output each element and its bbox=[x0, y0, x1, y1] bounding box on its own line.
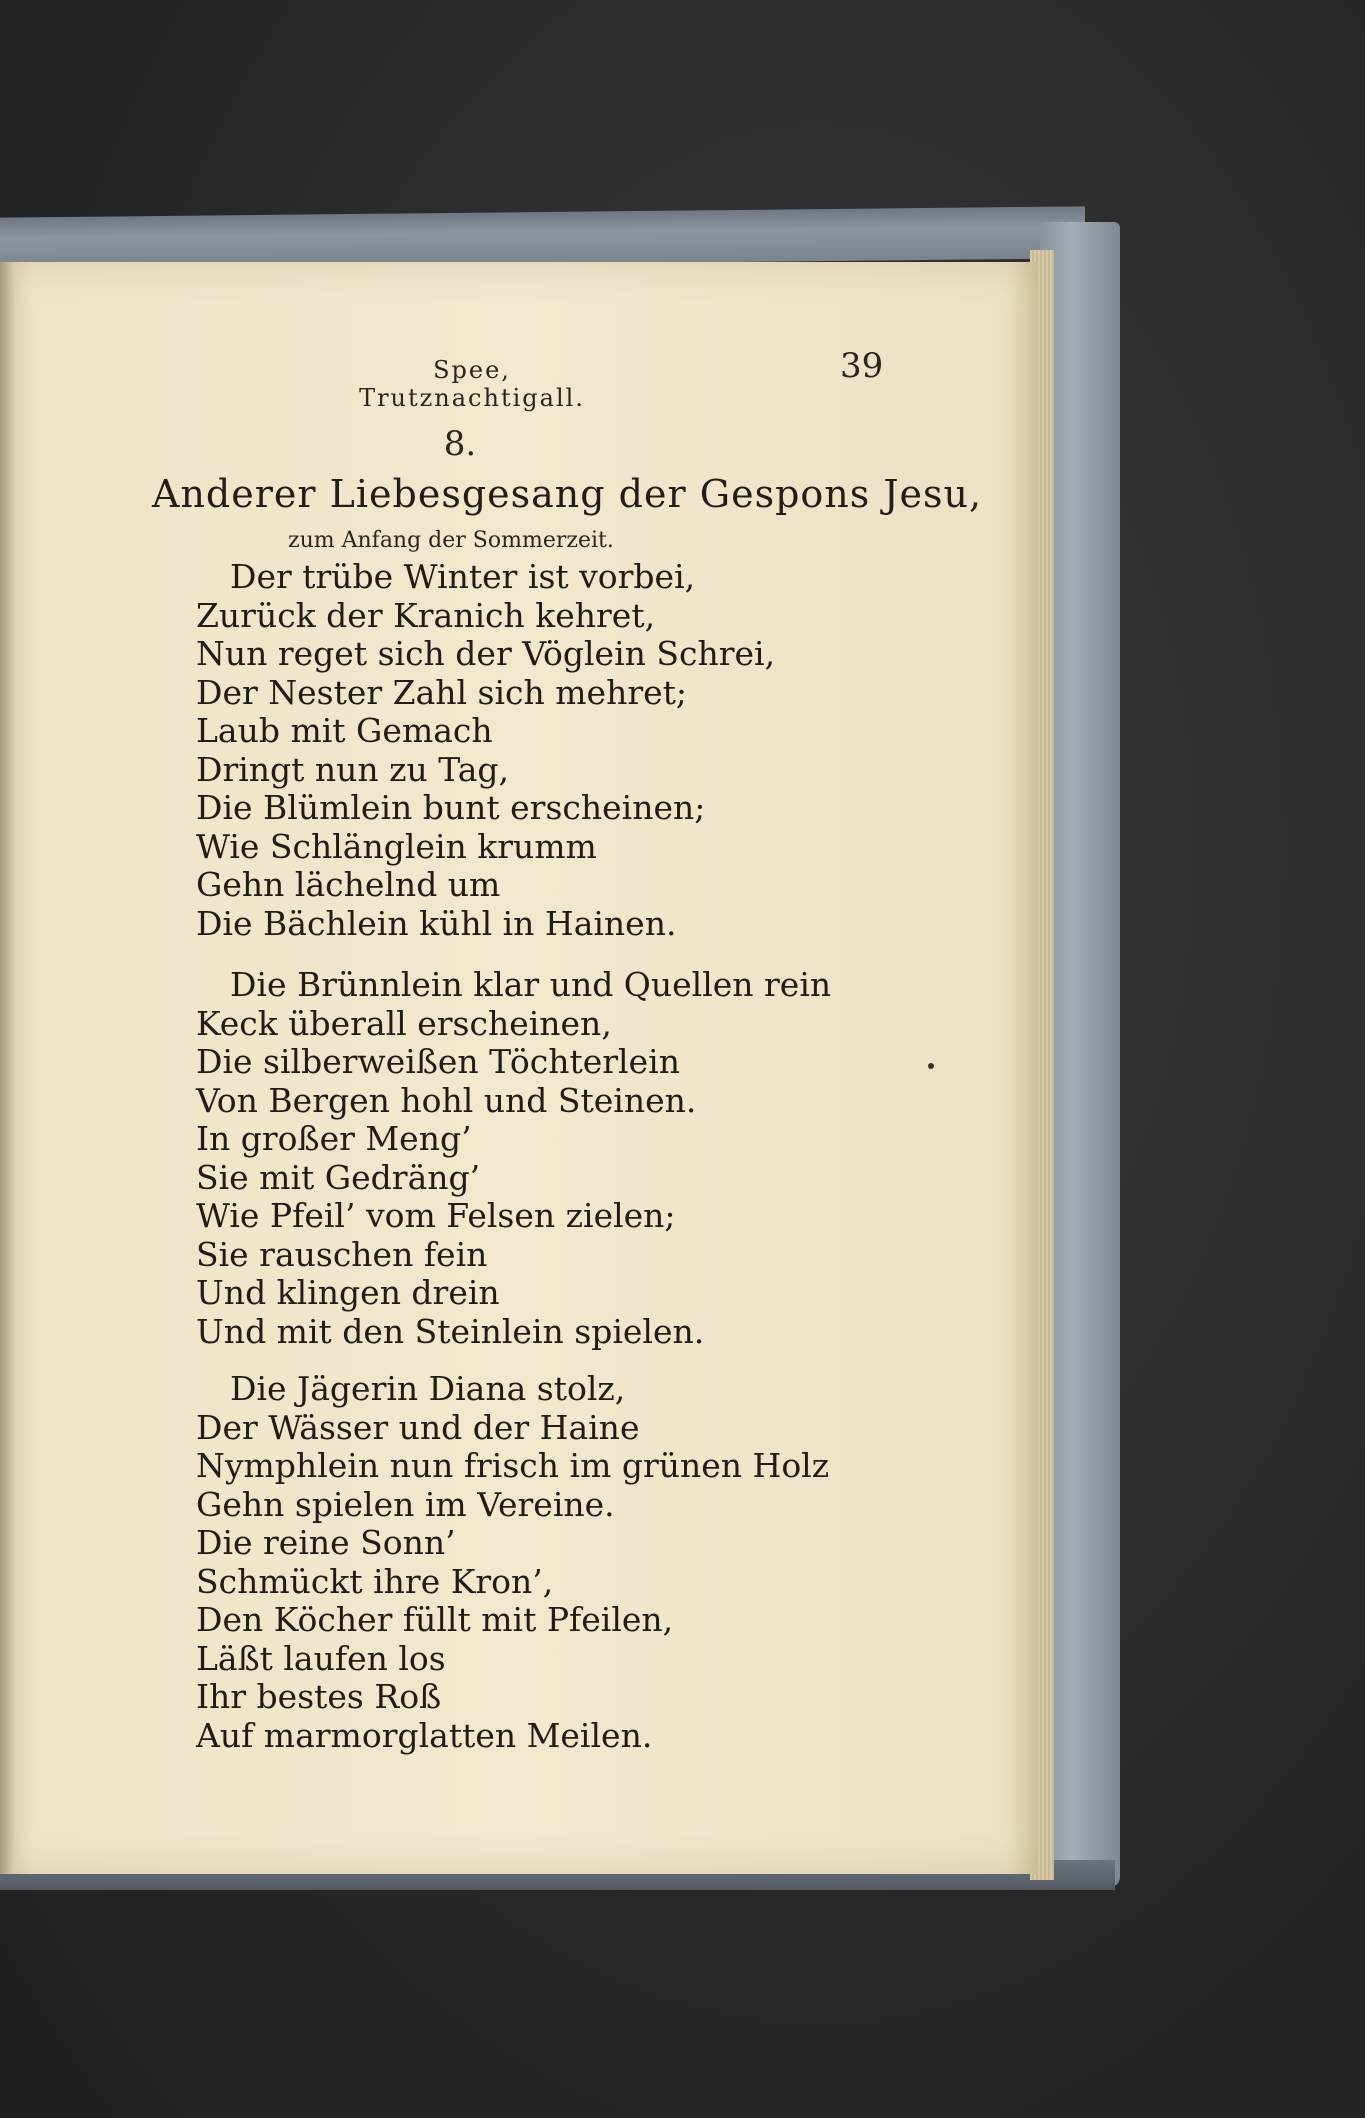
verse-line: Sie mit Gedräng’ bbox=[196, 1157, 481, 1197]
verse-line: Dringt nun zu Tag, bbox=[196, 749, 510, 789]
verse-line: Und klingen drein bbox=[196, 1273, 500, 1312]
verse-line: Der Nester Zahl sich mehret; bbox=[196, 672, 688, 712]
verse-line: Gehn lächelnd um bbox=[196, 865, 501, 904]
verse-line: Die reine Sonn’ bbox=[196, 1523, 456, 1562]
page-number: 39 bbox=[840, 346, 884, 386]
verse-line: Die Jägerin Diana stolz, bbox=[230, 1369, 626, 1408]
verse-line: Die Blümlein bunt erscheinen; bbox=[196, 788, 706, 827]
verse-line: In großer Meng’ bbox=[196, 1119, 472, 1158]
verse-line: Schmückt ihre Kron’, bbox=[196, 1561, 554, 1601]
running-head: Spee, Trutznachtigall. bbox=[359, 356, 585, 412]
verse-line: Der Wässer und der Haine bbox=[196, 1407, 640, 1447]
verse-line: Ihr bestes Roß bbox=[196, 1677, 442, 1716]
stanza-2 bbox=[196, 966, 831, 1351]
ink-speck bbox=[928, 1063, 934, 1069]
verse-line: Von Bergen hohl und Steinen. bbox=[196, 1080, 697, 1120]
verse-line: Gehn spielen im Vereine. bbox=[196, 1484, 615, 1524]
poem-number: 8. bbox=[443, 424, 477, 464]
poem-title: Anderer Liebesgesang der Gespons Jesu, bbox=[152, 472, 983, 516]
verse-line: Und mit den Steinlein spielen. bbox=[196, 1311, 705, 1351]
verse-line: Der trübe Winter ist vorbei, bbox=[230, 557, 696, 596]
verse-line: Nymphlein nun frisch im grünen Holz bbox=[196, 1446, 830, 1485]
stanza-3 bbox=[196, 1370, 829, 1755]
verse-line: Wie Schlänglein krumm bbox=[196, 826, 597, 866]
verse-line: Sie rauschen fein bbox=[196, 1234, 488, 1274]
poem-subtitle: zum Anfang der Sommerzeit. bbox=[288, 528, 614, 553]
verse-line: Wie Pfeil’ vom Felsen zielen; bbox=[196, 1196, 676, 1235]
verse-line: Laub mit Gemach bbox=[196, 711, 493, 750]
verse-line: Zurück der Kranich kehret, bbox=[196, 595, 656, 635]
verse-line: Die Brünnlein klar und Quellen rein bbox=[230, 965, 832, 1004]
verse-line: Die Bächlein kühl in Hainen. bbox=[196, 903, 677, 943]
verse-line: Nun reget sich der Vöglein Schrei, bbox=[196, 634, 776, 673]
verse-line: Keck überall erscheinen, bbox=[196, 1003, 612, 1043]
verse-line: Den Köcher füllt mit Pfeilen, bbox=[196, 1600, 674, 1639]
verse-line: Auf marmorglatten Meilen. bbox=[196, 1715, 653, 1755]
verse-line: Die silberweißen Töchterlein bbox=[196, 1042, 680, 1081]
stanza-1 bbox=[196, 558, 775, 943]
verse-line: Läßt laufen los bbox=[196, 1638, 446, 1678]
page-gutter bbox=[0, 262, 14, 1874]
